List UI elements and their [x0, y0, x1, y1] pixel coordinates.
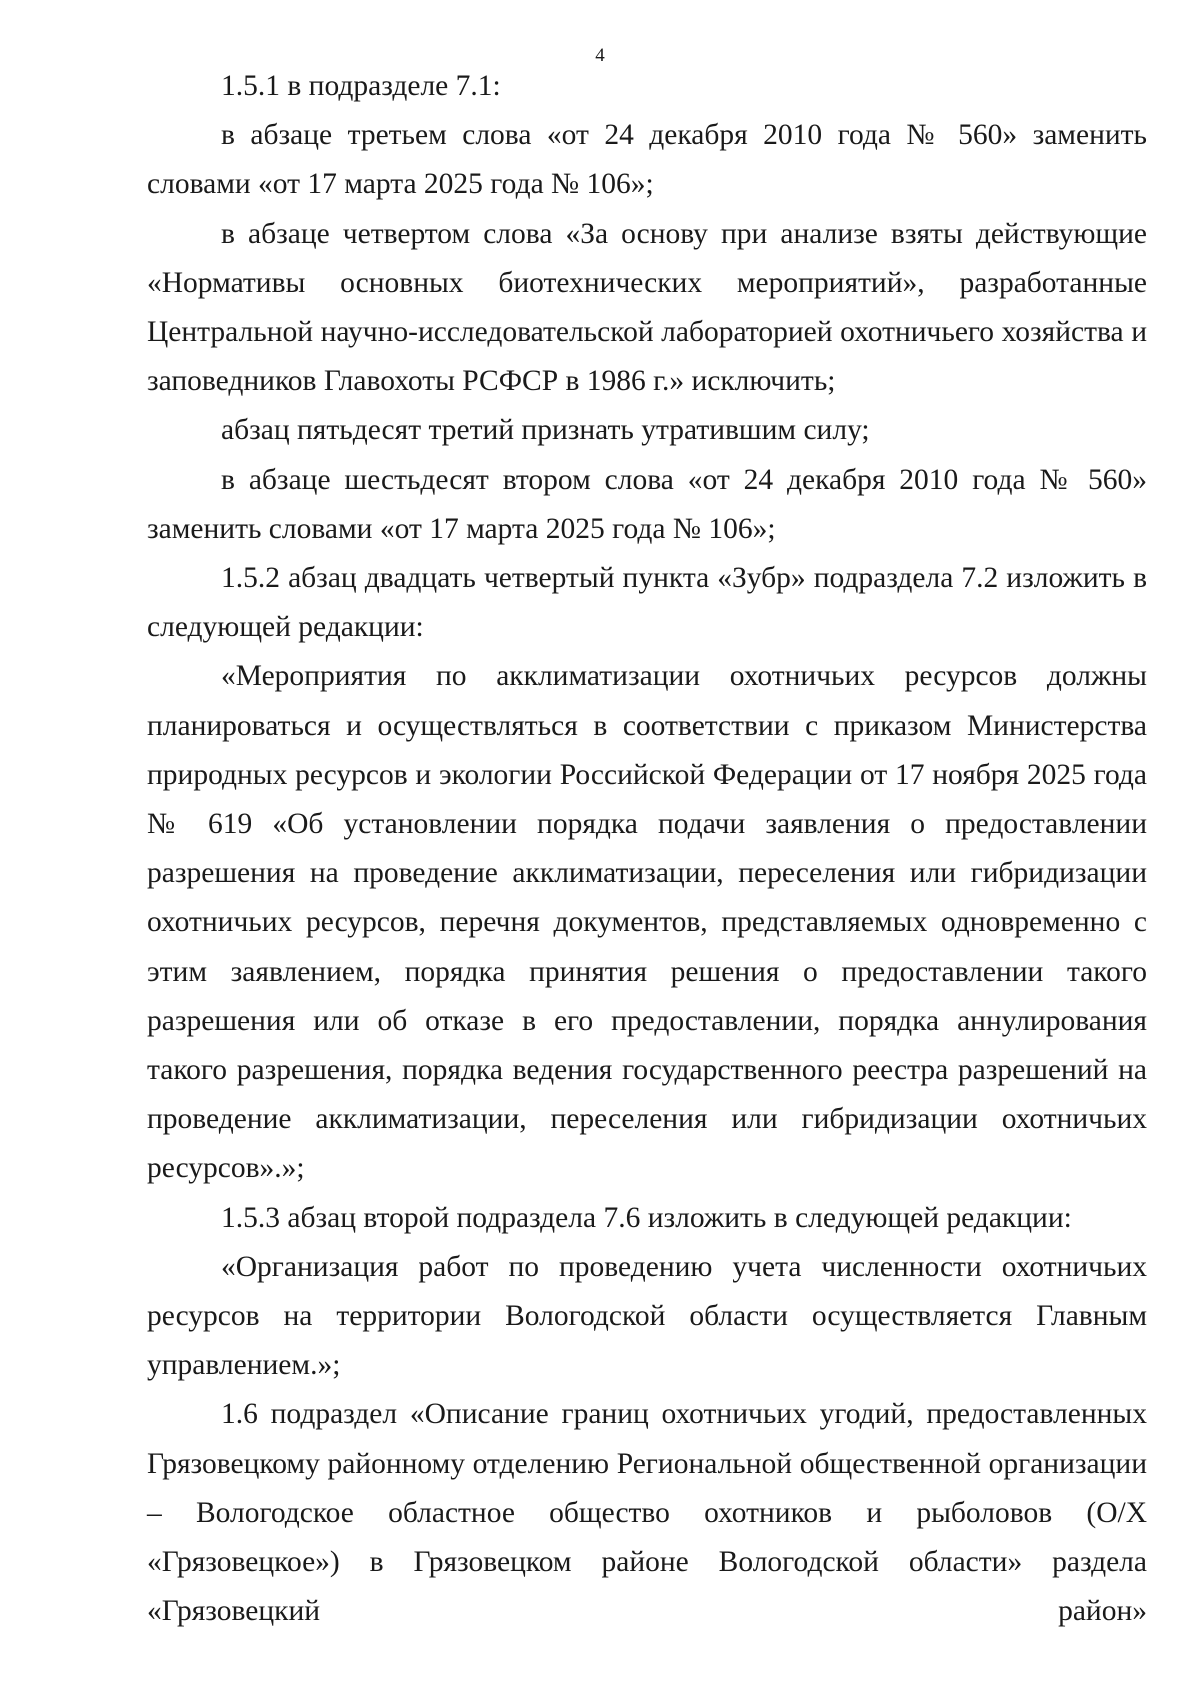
paragraph: «Организация работ по проведению учета численности охотничьих ресурсов на территории Вологодской области осуществляется Главным управлением.»; [147, 1250, 1147, 1382]
paragraph: в абзаце третьем слова «от 24 декабря 2010 года № 560» заменить словами «от 17 марта 2025 года № 106»; [147, 119, 1147, 201]
paragraph: 1.5.1 в подразделе 7.1: [221, 70, 501, 102]
paragraph: 1.5.2 абзац двадцать четвертый пункта «Зубр» подраздела 7.2 изложить в следующей редакции: [147, 562, 1147, 644]
paragraph: в абзаце шестьдесят втором слова «от 24 декабря 2010 года № 560» заменить словами «от 17 марта 2025 года № 106»; [147, 463, 1147, 545]
paragraph: абзац пятьдесят третий признать утратившим силу; [221, 414, 870, 447]
paragraph: «Мероприятия по акклиматизации охотничьих ресурсов должны планироваться и осуществляться в соответствии с приказом Министерства природных ресурсов и экологии Российской Федерации от 17 ноября 2025 года № 619 «Об установлении порядка подачи заявления о предоставлении разрешения на проведение акклиматизации, переселения или гибридизации охотничьих ресурсов, перечня документов, представляемых одновременно с этим заявлением, порядка принятия решения о предоставлении такого разрешения или об отказе в его предоставлении, порядка аннулирования такого разрешения, порядка ведения государственного реестра разрешений на проведение акклиматизации, переселения или гибридизации охотничьих ресурсов».»; [147, 660, 1147, 1185]
document-body [147, 62, 1147, 1637]
page-number: 4 [595, 45, 605, 66]
paragraph: 1.6 подраздел «Описание границ охотничьих угодий, предоставленных Грязовецкому районному отделению Региональной общественной организации – Вологодское областное общество охотников и рыболовов (О/Х «Грязовецкое») в Грязовецком районе Вологодской области» раздела «Грязовецкий район» [147, 1398, 1147, 1628]
paragraph: в абзаце четвертом слова «За основу при анализе взяты действующие «Нормативы основных биотехнических мероприятий», разработанные Центральной научно-исследовательской лабораторией охотничьего хозяйства и заповедников Главохоты РСФСР в 1986 г.» исключить; [147, 217, 1147, 398]
paragraph: 1.5.3 абзац второй подраздела 7.6 изложить в следующей редакции: [221, 1201, 1072, 1234]
